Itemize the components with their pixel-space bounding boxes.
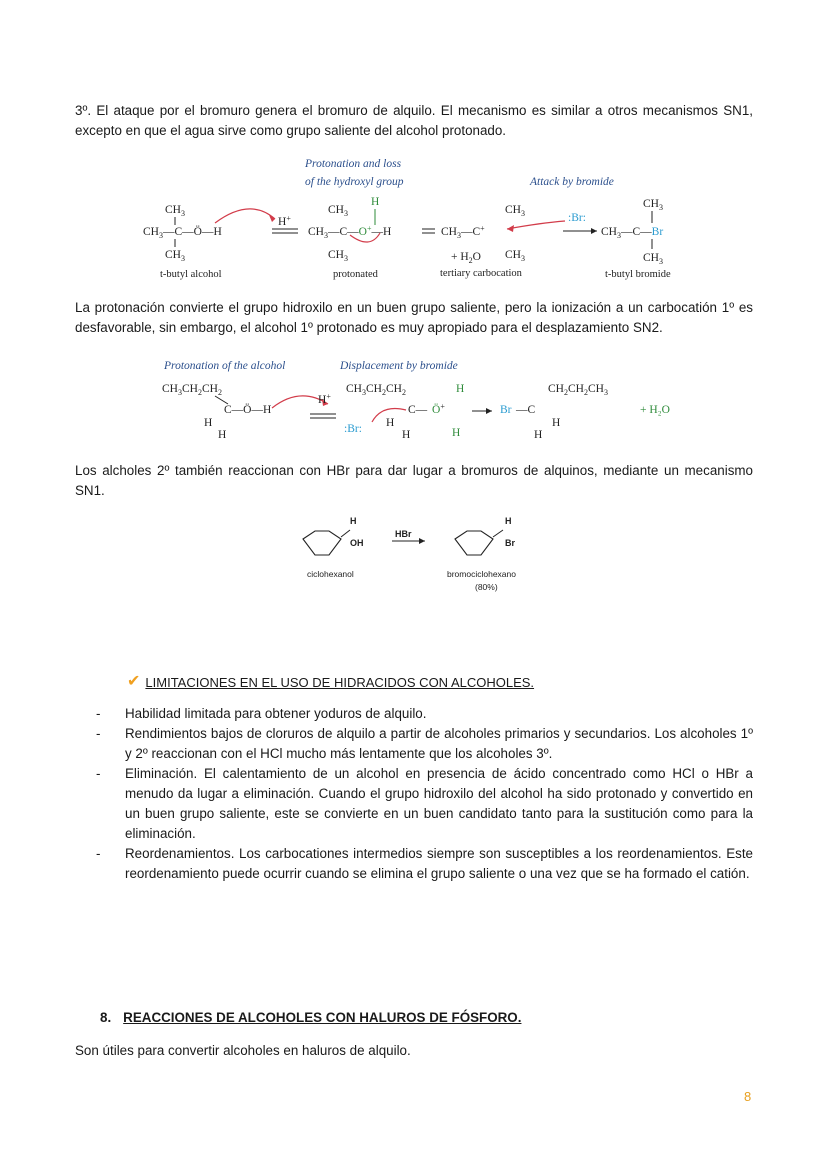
svg-text:H: H — [204, 417, 213, 429]
figure-primary-sn2 — [160, 356, 680, 446]
svg-text::Br:: :Br: — [344, 423, 362, 435]
svg-text:C—Ö—H: C—Ö—H — [224, 404, 272, 416]
section-title: REACCIONES DE ALCOHOLES CON HALUROS DE FÓSFORO. — [123, 1010, 522, 1025]
caption-tertiary-carbocation: tertiary carbocation — [440, 268, 522, 279]
svg-text:H: H — [534, 429, 543, 441]
svg-text:CH3—C—Br: $CH_3—C—Br$ — [601, 226, 664, 240]
caption-protonated: protonated — [333, 269, 378, 280]
svg-text:H+: H+ — [318, 392, 331, 406]
svg-text:H: H — [350, 516, 357, 526]
molecule-protonated — [308, 196, 391, 263]
svg-text:H: H — [402, 429, 411, 441]
section-number: 8. — [100, 1010, 112, 1025]
molecule-primary-alcohol — [162, 383, 271, 441]
tbutyl-mechanism-svg — [135, 155, 695, 285]
svg-text:CH3CH2CH2: $CH_3CH_2CH_2$ — [162, 383, 222, 397]
svg-text:H: H — [386, 417, 395, 429]
molecule-primary-bromide — [500, 383, 608, 441]
caption-yield: (80%) — [475, 582, 498, 592]
list-item: - Reordenamientos. Los carbocationes intermedios siempre son susceptibles a los reordenamientos. Este reordenamiento puede ocurrir cuando se elimina el grupo saliente o una vez que se ha formado el catión. — [96, 846, 753, 881]
list-item: - Habilidad limitada para obtener yoduros de alquilo. — [96, 706, 427, 721]
paragraph-protonation: La protonación convierte el grupo hidroxilo en un buen grupo saliente, pero la ionización a un carbocatión 1º es desfavorable, sin embargo, el alcohol 1º protonado es muy apropiado para el desplazamiento SN2. — [75, 300, 753, 335]
limitations-title: LIMITACIONES EN EL USO DE HIDRACIDOS CON ALCOHOLES. — [145, 674, 535, 690]
svg-text:H+: H+ — [278, 214, 291, 228]
svg-text:H: H — [218, 429, 227, 441]
molecule-carbocation — [441, 204, 525, 265]
figure-tbutyl-sn1 — [135, 155, 695, 285]
caption-bromociclohexano: bromociclohexano — [447, 569, 516, 579]
limitations-heading — [127, 674, 534, 690]
svg-text:CH3: $CH_3$ — [165, 204, 185, 218]
list-item: - Eliminación. El calentamiento de un alcohol en presencia de ácido concentrado como HCl o HBr a menudo da lugar a eliminación. Cuando el grupo hidroxilo del alcohol ha sido protonado y convertido en un buen grupo saliente, este se convierte en un buen candidato tanto para la sustitución como para la eliminación. — [96, 766, 753, 841]
list-item: - Rendimientos bajos de cloruros de alquilo a partir de alcoholes primarios y secundarios. Los alcoholes 1º y 2º reaccionan con el HCl mucho más lentamente que los alcoholes 3º. — [96, 726, 753, 761]
label-protonation-2: of the hydroxyl group — [305, 176, 404, 188]
svg-text:Br: Br — [505, 538, 516, 548]
limitations-list — [96, 704, 753, 884]
svg-text:CH3CH2CH2: $CH_3CH_2CH_2$ — [346, 383, 406, 397]
check-icon: ✔ — [127, 673, 141, 690]
label-displacement-bromide: Displacement by bromide — [340, 360, 458, 372]
svg-text:CH3: $CH_3$ — [328, 249, 348, 263]
caption-ciclohexanol: ciclohexanol — [307, 569, 354, 579]
paragraph-secondary-alcohols: Los alcholes 2º también reaccionan con HBr para dar lugar a bromuros de alquinos, mediante un mecanismo SN1. — [75, 463, 753, 498]
svg-text:Ö+: Ö+ — [432, 402, 445, 416]
caption-tbutyl-bromide: t-butyl bromide — [605, 269, 671, 280]
cyclohexanol-reaction-svg — [295, 510, 545, 600]
svg-text:CH3: $CH_3$ — [643, 252, 663, 266]
svg-text:—C: —C — [516, 404, 536, 416]
figure-cyclohexanol — [295, 510, 545, 600]
primary-mechanism-svg — [160, 356, 680, 446]
svg-text:C—: C— — [408, 404, 428, 416]
svg-text:CH3: $CH_3$ — [165, 249, 185, 263]
caption-tbutyl-alcohol: t-butyl alcohol — [160, 269, 222, 280]
section-8-heading — [100, 1010, 521, 1025]
svg-text:CH2CH2CH3: $CH_2CH_2CH_3$ — [548, 383, 608, 397]
svg-text:CH3—C—O+—H: $CH_3—C—O^+—H$ — [308, 224, 392, 240]
label-attack-bromide: Attack by bromide — [530, 176, 614, 188]
svg-text:CH3: $CH_3$ — [505, 204, 525, 218]
water-product: + H₂O — [640, 404, 670, 416]
svg-text::Br:: :Br: — [568, 212, 586, 224]
svg-text:H: H — [552, 417, 561, 429]
svg-text:H: H — [456, 383, 465, 395]
molecule-protonated-primary — [344, 383, 464, 441]
svg-text:CH3—C+: $CH_3—C^+$ — [441, 224, 485, 240]
paragraph-sn1-attack: 3º. El ataque por el bromuro genera el bromuro de alquilo. El mecanismo es similar a otros mecanismos SN1, excepto en que el agua sirve como grupo saliente del alcohol protonado. — [75, 103, 753, 138]
molecule-tbutyl-alcohol — [143, 204, 222, 263]
svg-text:CH3: $CH_3$ — [643, 198, 663, 212]
svg-text:CH3: $CH_3$ — [505, 249, 525, 263]
svg-text:CH3—C—Ö—H: $CH_3—C—Ö—H$ — [143, 226, 222, 240]
page-number: 8 — [744, 1089, 752, 1104]
svg-text:H: H — [371, 196, 380, 208]
label-protonation-alcohol: Protonation of the alcohol — [164, 360, 286, 372]
reagent-hbr: HBr — [395, 529, 412, 539]
paragraph-phosphorus-halides: Son útiles para convertir alcoholes en haluros de alquilo. — [75, 1043, 411, 1058]
svg-text:H: H — [505, 516, 512, 526]
molecule-tbutyl-bromide — [601, 198, 663, 266]
svg-text:+ H2O: + $H_2O$ — [451, 251, 481, 265]
label-protonation-1: Protonation and loss — [305, 158, 402, 170]
svg-text:Br: Br — [500, 404, 512, 416]
svg-text:CH3: $CH_3$ — [328, 204, 348, 218]
svg-text:OH: OH — [350, 538, 364, 548]
svg-text:H: H — [452, 427, 461, 439]
